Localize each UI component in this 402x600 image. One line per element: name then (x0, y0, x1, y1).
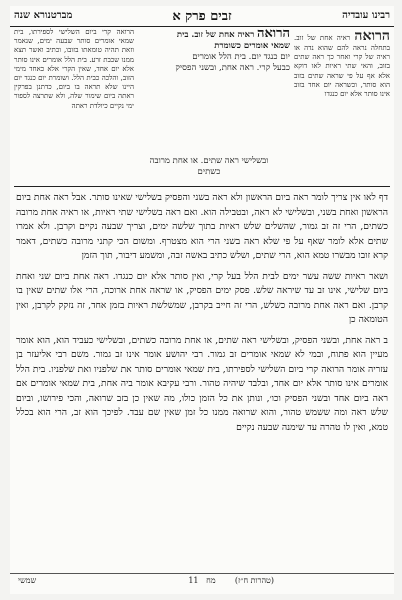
mishna-line-4: כבעל קרי. ראה אחת, ובשני הפסיק (175, 63, 290, 73)
mishna-line-5: ובשלישי ראה שתים. או אחת מרובה (149, 156, 269, 166)
document-page (10, 6, 394, 594)
main-paragraph-3: ב ראה אחת, ובשני הפסיק, ובשלישי ראה שתים, או אחת מרובה כשתים, ובשלישי כעביד הוא, הוא אומר מעיין הוא פתוח, ובמי לא שמאי אומרים זב גמור. רבי יהושע אומר אינו זב גמור. משם רבי אליעזר בן עזריה אומר הרואה קרי ביום השלישי לספירתו, בית שמאי אומרים סותר את שלפניו ואת שלפניו. בית הלל אומרים אינו סותר אלא יום אחד, ובלבד שיהיה טהור. ורבי עקיבא אומר ביה אחת, בית שמאי אומרים אם ראה ביום אחד ובשני הפסיק וכו׳, ונותן את כל הזמן כולו, מה שאין כן בזב שרואה, והכי פירושו, וביום שלש ראה ומה ששמש טהור, והוא שרואה ממנו כל זמן שאין שם עבד. לפיכך הוא זב, הרי הוא בכלל טמא, ואין לו טהרה עד שימנה שבעה נקיים (16, 334, 388, 433)
commentary-left (14, 28, 134, 111)
page-footer (10, 573, 394, 588)
mishna-text (122, 28, 290, 74)
footer-signature: שמשי (18, 576, 37, 585)
mishna-line-3: יום כנגד יום. בית הלל אומרים (192, 52, 290, 62)
main-commentary (16, 191, 388, 441)
page-header (10, 8, 394, 27)
commentary-opening-word: הרואה (354, 28, 390, 44)
mishna-line-6: כשתים (197, 167, 221, 177)
main-paragraph-1: דף לאו אין צריך לומר ראה ביום הראשון ולא ראה בשני והפסיק בשלישי שאינו סותר. אבל ראה אחת ביום הראשון ואחת בשני, ובשלישי לא ראה, ובטבילה הוא. ואם ראה בשלישי שתי ראיות, או ראיה אחת מרובה כשתים, הרי זה זב גמור, שהשלים שלש ראיות בתוך שלשה ימים, וצריך שבעה נקיים וקרבן. ולא אמרו שתים אלא לומר שאף על פי שלא ראה בשני הרי הוא מצטרף. ומשום הכי קתני מרובה כשתים, דאמר קרא זובו מבשרו טמא הוא, הרי שתים, ושלש כתיב באשה זבה, ומשמע דיבור, תוך הזמן (16, 192, 388, 261)
commentary-left-text: הרואה קרי ביום השלישי לספירתו, בית שמאי אומרים סותר שבעה ימים, שנאמר וזאת תהיה טומאתו בזובו, וכתיב ואשר תצא ממנו שכבת זרע. בית הלל אומרים אינו סותר אלא יום אחד, שאין הקרי אלא כאחד מימי הזוב, והלכה כבית הלל. ושומרת יום כנגד יום היינו שלא תראה בו ביום, כדתנן בפרקין ראתה ביום שימור שלה, ולא שתרצה לספור ימי נקיים כיולדת ראתה (14, 28, 134, 110)
footer-arabic-page: 11 (188, 576, 199, 585)
mishna-continuation (84, 156, 334, 178)
mishna-line-2: שמאי אומרים כשומרת (214, 41, 290, 51)
mishna-opening-word: הרואה (256, 26, 290, 41)
footer-hebrew-page: מח (206, 576, 216, 585)
header-commentary-name: רבינו עובדיה (342, 10, 390, 21)
mishna-line-1: ראיה אחת של זוב. בית (176, 30, 255, 40)
main-paragraph-2: ושאר ראיות ששה עשר ימים לבית הלל בעל קרי, ואין סותר אלא יום כנגדו. ראה אחת ביום שני ואחת ביום שלישי, אינו זב עד שיראה שלש. פסק ימים הפסיק, או שראה אחת ארוכה, הרי אלו שתים שאין בו קרבן. ואם ראה אחת מרובה כשלש, הרי זה חייב בקרבן, שמשלשת ראיות בזמן אחד, זה נזקק לקרבן, ואין הטומאה כן (16, 270, 388, 325)
commentary-right-text: ראיה אחת של זוב. בתחלה נראה להם שהוא נדה או ראיה של קרי ואחר כך ראה שתים בזוב, והאי שתי ראיות לאו דוקא אלא אף על פי שראה שתים בזוב הוא סותר, וכשראה יום אחד בזוב אינו סותר אלא יום כנגדו (294, 34, 390, 99)
header-tractate-chapter: זבים פרק א (172, 9, 232, 24)
footer-page-number (10, 576, 394, 585)
header-commentary-name-left: מברטנורא שנה (14, 10, 73, 21)
footer-reference: (טהרות ח״ז) (234, 576, 274, 585)
commentary-right (294, 28, 390, 99)
section-divider (14, 186, 390, 187)
